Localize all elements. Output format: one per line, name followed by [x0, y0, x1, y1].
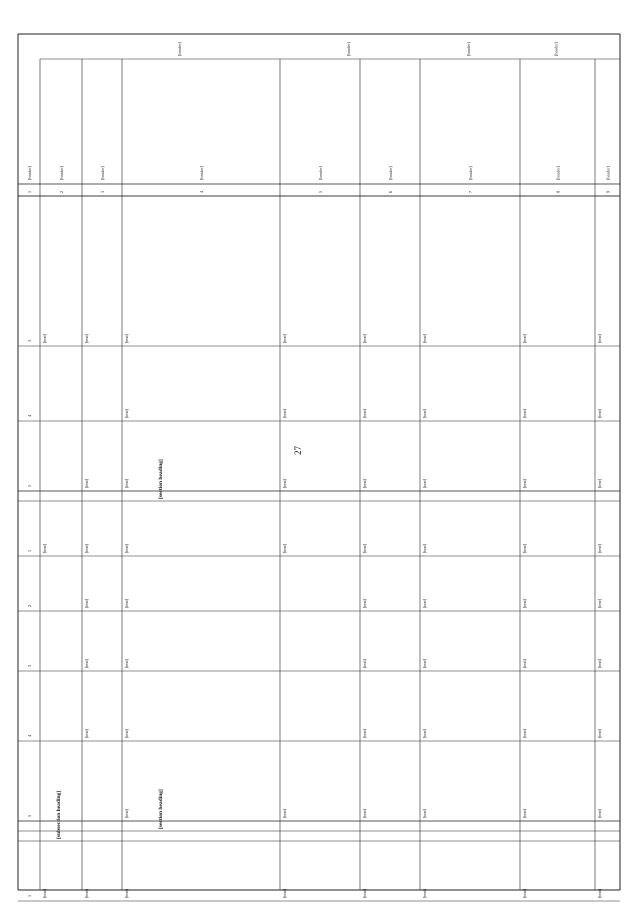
cell-text: [text]: [124, 478, 129, 488]
group-header-input: [header]: [346, 42, 351, 56]
cell-text: [text]: [84, 888, 89, 898]
group-header-params: [header]: [553, 42, 559, 56]
cell-text: [text]: [597, 598, 602, 608]
cell-text: [text]: [597, 408, 602, 418]
cell-text: [text]: [597, 333, 602, 343]
cell-text: [text]: [522, 598, 527, 608]
section-title: [section heading]: [158, 459, 164, 499]
row-number: 5: [27, 484, 32, 487]
cell-text: [text]: [422, 598, 427, 608]
cell-text: [text]: [84, 598, 89, 608]
cell-text: [text]: [124, 728, 129, 738]
cell-text: [text]: [124, 598, 129, 608]
column-header: [header]: [468, 166, 473, 180]
group-header-operation: [header]: [177, 42, 182, 56]
cell-text: [text]: [422, 478, 427, 488]
cell-text: [text]: [597, 888, 602, 898]
row-number: 4: [27, 734, 32, 737]
cell-text: [text]: [362, 728, 367, 738]
cell-text: [text]: [522, 888, 527, 898]
cell-text: [text]: [282, 333, 287, 343]
column-header: [header]: [388, 166, 393, 180]
row-number: 4: [27, 414, 32, 417]
cell-text: [text]: [124, 408, 129, 418]
column-number: 6: [388, 190, 393, 193]
cell-text: [text]: [422, 728, 427, 738]
cell-text: [text]: [522, 728, 527, 738]
cell-text: [text]: [597, 808, 602, 818]
cell-text: [text]: [124, 658, 129, 668]
cell-text: [text]: [522, 408, 527, 418]
cell-text: [text]: [42, 333, 47, 343]
cell-text: [text]: [522, 543, 527, 553]
row-number: 3: [27, 664, 32, 667]
row-number: 1: [27, 549, 32, 552]
cell-text: [text]: [124, 888, 129, 898]
cell-text: [text]: [422, 888, 427, 898]
column-header: [header]: [605, 166, 611, 180]
cell-text: [text]: [282, 408, 287, 418]
cell-text: [text]: [124, 333, 129, 343]
cell-text: [text]: [42, 888, 47, 898]
column-header: [header]: [555, 166, 561, 180]
column-number: 4: [199, 190, 204, 193]
cell-text: [text]: [422, 543, 427, 553]
section-subtitle: [subsection heading]: [56, 790, 62, 839]
cell-text: [text]: [597, 478, 602, 488]
cell-text: [text]: [597, 543, 602, 553]
cell-text: [text]: [362, 408, 367, 418]
cell-text: [text]: [362, 888, 367, 898]
cell-text: [text]: [84, 658, 89, 668]
column-number: 7: [468, 190, 473, 193]
cell-text: [text]: [362, 543, 367, 553]
cell-text: [text]: [522, 808, 527, 818]
cell-text: [text]: [362, 478, 367, 488]
cell-text: [text]: [282, 888, 287, 898]
page-number: 27: [293, 446, 303, 455]
row-number: 1: [27, 894, 32, 897]
row-number: 3: [27, 339, 32, 342]
cell-text: [text]: [422, 408, 427, 418]
cell-text: [text]: [84, 478, 89, 488]
cell-text: [text]: [522, 478, 527, 488]
column-header: [header]: [59, 166, 64, 180]
cell-text: [text]: [422, 658, 427, 668]
cell-text: [text]: [282, 808, 287, 818]
row-number: 5: [27, 814, 32, 817]
cell-text: [text]: [282, 543, 287, 553]
section-title: [section heading]: [158, 789, 164, 829]
column-number: 8: [555, 190, 561, 193]
column-header: [header]: [100, 166, 105, 180]
cell-text: [text]: [362, 808, 367, 818]
column-number: 9: [605, 190, 611, 193]
cell-text: [text]: [84, 333, 89, 343]
cell-text: [text]: [84, 543, 89, 553]
column-header: [header]: [199, 166, 204, 180]
column-header: [header]: [27, 166, 32, 180]
cell-text: [text]: [522, 333, 527, 343]
cell-text: [text]: [42, 543, 47, 553]
column-number: 5: [318, 190, 323, 193]
cell-text: [text]: [282, 478, 287, 488]
cell-text: [text]: [422, 808, 427, 818]
cell-text: [text]: [597, 658, 602, 668]
group-header-output: [header]: [466, 42, 471, 56]
row-number: 2: [27, 604, 32, 607]
cell-text: [text]: [362, 333, 367, 343]
column-number: 2: [59, 190, 64, 193]
cell-text: [text]: [362, 658, 367, 668]
cell-text: [text]: [362, 598, 367, 608]
column-number: 1: [27, 190, 32, 193]
cell-text: [text]: [124, 808, 129, 818]
cell-text: [text]: [84, 728, 89, 738]
column-number: 3: [100, 190, 105, 193]
cell-text: [text]: [422, 333, 427, 343]
cell-text: [text]: [597, 728, 602, 738]
cell-text: [text]: [124, 543, 129, 553]
cell-text: [text]: [522, 658, 527, 668]
column-header: [header]: [318, 166, 323, 180]
